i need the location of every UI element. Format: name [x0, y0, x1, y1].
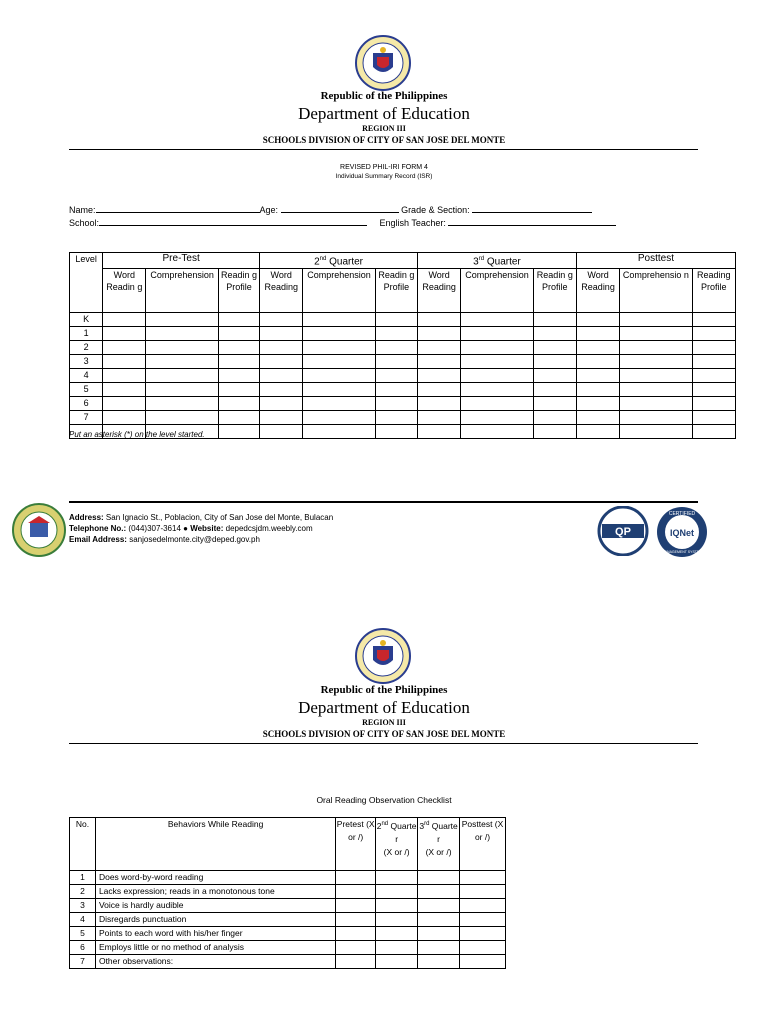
score-cell[interactable]	[103, 341, 146, 355]
teacher-field[interactable]	[448, 216, 616, 226]
score-cell[interactable]	[576, 369, 619, 383]
score-cell[interactable]	[260, 355, 303, 369]
checklist-row	[70, 941, 506, 955]
checklist-row	[70, 927, 506, 941]
score-cell[interactable]	[303, 383, 375, 397]
score-cell[interactable]	[620, 411, 692, 425]
iqnet-text: IQNet	[669, 528, 695, 538]
mark-cell[interactable]	[460, 955, 506, 969]
row-number: 1	[70, 871, 96, 885]
telephone-label: Telephone No.:	[69, 524, 127, 533]
level-row	[70, 313, 736, 327]
posttest-header: Posttest (X or /)	[460, 818, 506, 871]
score-cell[interactable]	[620, 425, 692, 439]
score-cell[interactable]	[576, 397, 619, 411]
posttest-header: Posttest	[576, 253, 735, 269]
mark-cell[interactable]	[336, 885, 376, 899]
mark-cell[interactable]	[418, 871, 460, 885]
score-cell[interactable]	[218, 397, 259, 411]
score-cell[interactable]	[576, 327, 619, 341]
score-cell[interactable]	[692, 313, 735, 327]
checklist-body	[70, 871, 506, 969]
mark-cell[interactable]	[460, 927, 506, 941]
score-cell[interactable]	[576, 355, 619, 369]
mark-cell[interactable]	[418, 913, 460, 927]
score-cell[interactable]	[418, 383, 461, 397]
score-cell[interactable]	[260, 313, 303, 327]
score-cell[interactable]	[692, 369, 735, 383]
subheader: Word Reading	[260, 269, 303, 313]
score-cell[interactable]	[146, 341, 218, 355]
subheader: Reading Profile	[692, 269, 735, 313]
mark-cell[interactable]	[336, 955, 376, 969]
mark-cell[interactable]	[376, 941, 418, 955]
level-cell: 3	[70, 355, 103, 369]
level-row	[70, 397, 736, 411]
score-cell[interactable]	[461, 355, 533, 369]
score-cell[interactable]	[303, 369, 375, 383]
score-cell[interactable]	[103, 411, 146, 425]
school-field[interactable]	[99, 216, 367, 226]
mark-cell[interactable]	[460, 941, 506, 955]
score-cell[interactable]	[533, 411, 576, 425]
checklist-row	[70, 913, 506, 927]
level-row	[70, 355, 736, 369]
score-cell[interactable]	[620, 341, 692, 355]
checklist-title: Oral Reading Observation Checklist	[316, 795, 452, 805]
score-cell[interactable]	[218, 411, 259, 425]
score-cell[interactable]	[418, 327, 461, 341]
score-cell[interactable]	[260, 425, 303, 439]
q2-header: 2nd Quarter	[260, 253, 418, 269]
score-cell[interactable]	[461, 397, 533, 411]
score-cell[interactable]	[146, 397, 218, 411]
score-cell[interactable]	[260, 341, 303, 355]
address-text: San Ignacio St., Poblacion, City of San Jose del Monte, Bulacan	[105, 513, 334, 522]
republic-title: Republic of the Philippines	[320, 90, 448, 102]
telephone-text: (044)307-3614	[128, 524, 181, 533]
score-cell[interactable]	[303, 425, 375, 439]
score-cell[interactable]	[260, 411, 303, 425]
score-cell[interactable]	[620, 313, 692, 327]
mark-cell[interactable]	[376, 913, 418, 927]
mark-cell[interactable]	[376, 885, 418, 899]
score-cell[interactable]	[461, 327, 533, 341]
website-link[interactable]: depedcsjdm.weebly.com	[225, 524, 313, 533]
division-label: SCHOOLS DIVISION OF CITY OF SAN JOSE DEL MONTE	[262, 135, 506, 145]
iqnet-logo	[656, 506, 708, 558]
level-cell: K	[70, 313, 103, 327]
score-cell[interactable]	[303, 411, 375, 425]
subheader: Comprehension	[461, 269, 533, 313]
score-cell[interactable]	[692, 355, 735, 369]
isr-table-body	[70, 313, 736, 439]
mark-cell[interactable]	[460, 871, 506, 885]
behavior-text: Disregards punctuation	[95, 913, 335, 927]
division-seal-logo	[12, 503, 66, 557]
subheader: Word Readin g	[103, 269, 146, 313]
mark-cell[interactable]	[460, 913, 506, 927]
level-row	[70, 327, 736, 341]
score-cell[interactable]	[620, 397, 692, 411]
score-cell[interactable]	[260, 383, 303, 397]
behavior-text: Employs little or no method of analysis	[95, 941, 335, 955]
score-cell[interactable]	[533, 369, 576, 383]
email-link[interactable]: sanjosedelmonte.city@deped.gov.ph	[129, 535, 260, 544]
row-number: 4	[70, 913, 96, 927]
score-cell[interactable]	[375, 397, 417, 411]
mark-cell[interactable]	[418, 955, 460, 969]
score-cell[interactable]	[620, 355, 692, 369]
score-cell[interactable]	[418, 355, 461, 369]
subheader: Comprehension	[303, 269, 375, 313]
score-cell[interactable]	[103, 383, 146, 397]
score-cell[interactable]	[375, 411, 417, 425]
mark-cell[interactable]	[376, 899, 418, 913]
deped-seal-logo	[355, 628, 411, 684]
level-cell: 2	[70, 341, 103, 355]
score-cell[interactable]	[103, 369, 146, 383]
age-label: Age:	[259, 205, 279, 215]
score-cell[interactable]	[461, 383, 533, 397]
q3-header: 3rd Quarte r (X or /)	[418, 818, 460, 871]
cert-logo-text: QP	[615, 526, 631, 538]
score-cell[interactable]	[146, 355, 218, 369]
score-cell[interactable]	[576, 425, 619, 439]
score-cell[interactable]	[375, 327, 417, 341]
score-cell[interactable]	[692, 425, 735, 439]
age-field[interactable]	[281, 203, 399, 213]
score-cell[interactable]	[218, 327, 259, 341]
score-cell[interactable]	[146, 313, 218, 327]
quality-certification-logo	[596, 506, 650, 556]
mark-cell[interactable]	[376, 927, 418, 941]
score-cell[interactable]	[375, 383, 417, 397]
name-label: Name:	[69, 205, 96, 215]
grade-label: Grade & Section:	[401, 205, 470, 215]
row-number: 2	[70, 885, 96, 899]
level-cell: 4	[70, 369, 103, 383]
isr-table	[69, 252, 736, 439]
score-cell[interactable]	[218, 425, 259, 439]
mark-cell[interactable]	[460, 885, 506, 899]
subheader: Readin g Profile	[375, 269, 417, 313]
form-subtitle: Individual Summary Record (ISR)	[335, 173, 433, 180]
score-cell[interactable]	[692, 383, 735, 397]
score-cell[interactable]	[260, 327, 303, 341]
score-cell[interactable]	[461, 369, 533, 383]
website-label: Website:	[190, 524, 224, 533]
score-cell[interactable]	[103, 327, 146, 341]
mark-cell[interactable]	[418, 899, 460, 913]
name-age-grade-line	[69, 203, 592, 215]
row-number: 3	[70, 899, 96, 913]
score-cell[interactable]	[103, 397, 146, 411]
score-cell[interactable]	[260, 369, 303, 383]
score-cell[interactable]	[260, 397, 303, 411]
score-cell[interactable]	[375, 425, 417, 439]
score-cell[interactable]	[218, 313, 259, 327]
subheader: Word Reading	[576, 269, 619, 313]
score-cell[interactable]	[533, 425, 576, 439]
teacher-label: English Teacher:	[379, 218, 446, 228]
division-label: SCHOOLS DIVISION OF CITY OF SAN JOSE DEL MONTE	[262, 729, 506, 739]
behavior-text: Does word-by-word reading	[95, 871, 335, 885]
checklist-row	[70, 885, 506, 899]
level-row	[70, 411, 736, 425]
behavior-text: Other observations:	[95, 955, 335, 969]
school-teacher-line	[69, 216, 616, 228]
mark-cell[interactable]	[418, 885, 460, 899]
mark-cell[interactable]	[336, 899, 376, 913]
subheader: Comprehension	[146, 269, 218, 313]
score-cell[interactable]	[533, 313, 576, 327]
score-cell[interactable]	[218, 369, 259, 383]
score-cell[interactable]	[375, 341, 417, 355]
score-cell[interactable]	[418, 341, 461, 355]
footer-contact: Address: San Ignacio St., Poblacion, City of San Jose del Monte, Bulacan Telephone No.: (044)307-3614 ● Website: depedcsjdm.weebly.com Email Address: sanjosedelmonte.city@deped.gov.ph	[69, 513, 334, 544]
pretest-header: Pretest (X or /)	[336, 818, 376, 871]
score-cell[interactable]	[375, 313, 417, 327]
mark-cell[interactable]	[336, 913, 376, 927]
score-cell[interactable]	[620, 369, 692, 383]
row-number: 6	[70, 941, 96, 955]
score-cell[interactable]	[692, 341, 735, 355]
score-cell[interactable]	[418, 369, 461, 383]
department-title: Department of Education	[298, 104, 470, 123]
score-cell[interactable]	[533, 355, 576, 369]
level-cell: 6	[70, 397, 103, 411]
score-cell[interactable]	[692, 411, 735, 425]
deped-seal-logo	[355, 35, 411, 91]
score-cell[interactable]	[103, 355, 146, 369]
q2-header: 2nd Quarte r (X or /)	[376, 818, 418, 871]
q3-header: 3rd Quarter	[418, 253, 577, 269]
department-title: Department of Education	[298, 698, 470, 717]
score-cell[interactable]	[461, 341, 533, 355]
mark-cell[interactable]	[376, 955, 418, 969]
iqnet-bottom-text: MANAGEMENT SYSTEM	[661, 550, 703, 554]
score-cell[interactable]	[461, 411, 533, 425]
score-cell[interactable]	[303, 355, 375, 369]
checklist-table	[69, 817, 506, 969]
level-cell: 1	[70, 327, 103, 341]
score-cell[interactable]	[692, 327, 735, 341]
checklist-row	[70, 955, 506, 969]
row-number: 7	[70, 955, 96, 969]
subheader: Readin g Profile	[533, 269, 576, 313]
score-cell[interactable]	[303, 327, 375, 341]
republic-title: Republic of the Philippines	[320, 684, 448, 696]
header-divider	[69, 149, 698, 150]
score-cell[interactable]	[461, 313, 533, 327]
subheader: Readin g Profile	[218, 269, 259, 313]
score-cell[interactable]	[146, 327, 218, 341]
score-cell[interactable]	[620, 383, 692, 397]
score-cell[interactable]	[533, 327, 576, 341]
score-cell[interactable]	[461, 425, 533, 439]
score-cell[interactable]	[620, 327, 692, 341]
name-field[interactable]	[96, 203, 260, 213]
score-cell[interactable]	[692, 397, 735, 411]
form-title: REVISED PHIL-IRI FORM 4	[340, 164, 428, 171]
score-cell[interactable]	[576, 313, 619, 327]
behaviors-header: Behaviors While Reading	[95, 818, 335, 871]
score-cell[interactable]	[303, 397, 375, 411]
subheader: Comprehensio n	[620, 269, 692, 313]
behavior-text: Points to each word with his/her finger	[95, 927, 335, 941]
level-row	[70, 383, 736, 397]
address-label: Address:	[69, 513, 104, 522]
email-label: Email Address:	[69, 535, 127, 544]
score-cell[interactable]	[218, 383, 259, 397]
header-divider	[69, 743, 698, 744]
mark-cell[interactable]	[336, 927, 376, 941]
region-label: REGION III	[362, 124, 406, 133]
school-label: School:	[69, 218, 100, 228]
score-cell[interactable]	[576, 383, 619, 397]
behavior-text: Lacks expression; reads in a monotonous tone	[95, 885, 335, 899]
mark-cell[interactable]	[460, 899, 506, 913]
iqnet-top-text: CERTIFIED	[668, 511, 696, 517]
mark-cell[interactable]	[418, 927, 460, 941]
region-label: REGION III	[362, 718, 406, 727]
level-cell: 7	[70, 411, 103, 425]
mark-cell[interactable]	[376, 871, 418, 885]
score-cell[interactable]	[146, 383, 218, 397]
score-cell[interactable]	[218, 341, 259, 355]
score-cell[interactable]	[533, 397, 576, 411]
level-cell: 5	[70, 383, 103, 397]
score-cell[interactable]	[576, 411, 619, 425]
score-cell[interactable]	[303, 341, 375, 355]
level-header: Level	[70, 253, 103, 313]
score-cell[interactable]	[418, 411, 461, 425]
level-row	[70, 369, 736, 383]
score-cell[interactable]	[218, 355, 259, 369]
row-number: 5	[70, 927, 96, 941]
mark-cell[interactable]	[418, 941, 460, 955]
mark-cell[interactable]	[336, 941, 376, 955]
score-cell[interactable]	[533, 341, 576, 355]
score-cell[interactable]	[533, 383, 576, 397]
score-cell[interactable]	[576, 341, 619, 355]
no-header: No.	[70, 818, 96, 871]
checklist-row	[70, 871, 506, 885]
score-cell[interactable]	[375, 355, 417, 369]
score-cell[interactable]	[146, 369, 218, 383]
score-cell[interactable]	[303, 313, 375, 327]
score-cell[interactable]	[103, 313, 146, 327]
score-cell[interactable]	[146, 411, 218, 425]
mark-cell[interactable]	[336, 871, 376, 885]
grade-field[interactable]	[472, 203, 592, 213]
score-cell[interactable]	[375, 369, 417, 383]
score-cell[interactable]	[418, 425, 461, 439]
behavior-text: Voice is hardly audible	[95, 899, 335, 913]
score-cell[interactable]	[418, 313, 461, 327]
checklist-row	[70, 899, 506, 913]
score-cell[interactable]	[418, 397, 461, 411]
asterisk-note: Put an asterisk (*) on the level started.	[69, 430, 205, 439]
subheader: Word Reading	[418, 269, 461, 313]
pretest-header: Pre-Test	[103, 253, 260, 269]
level-row	[70, 341, 736, 355]
footer-divider	[69, 501, 698, 503]
